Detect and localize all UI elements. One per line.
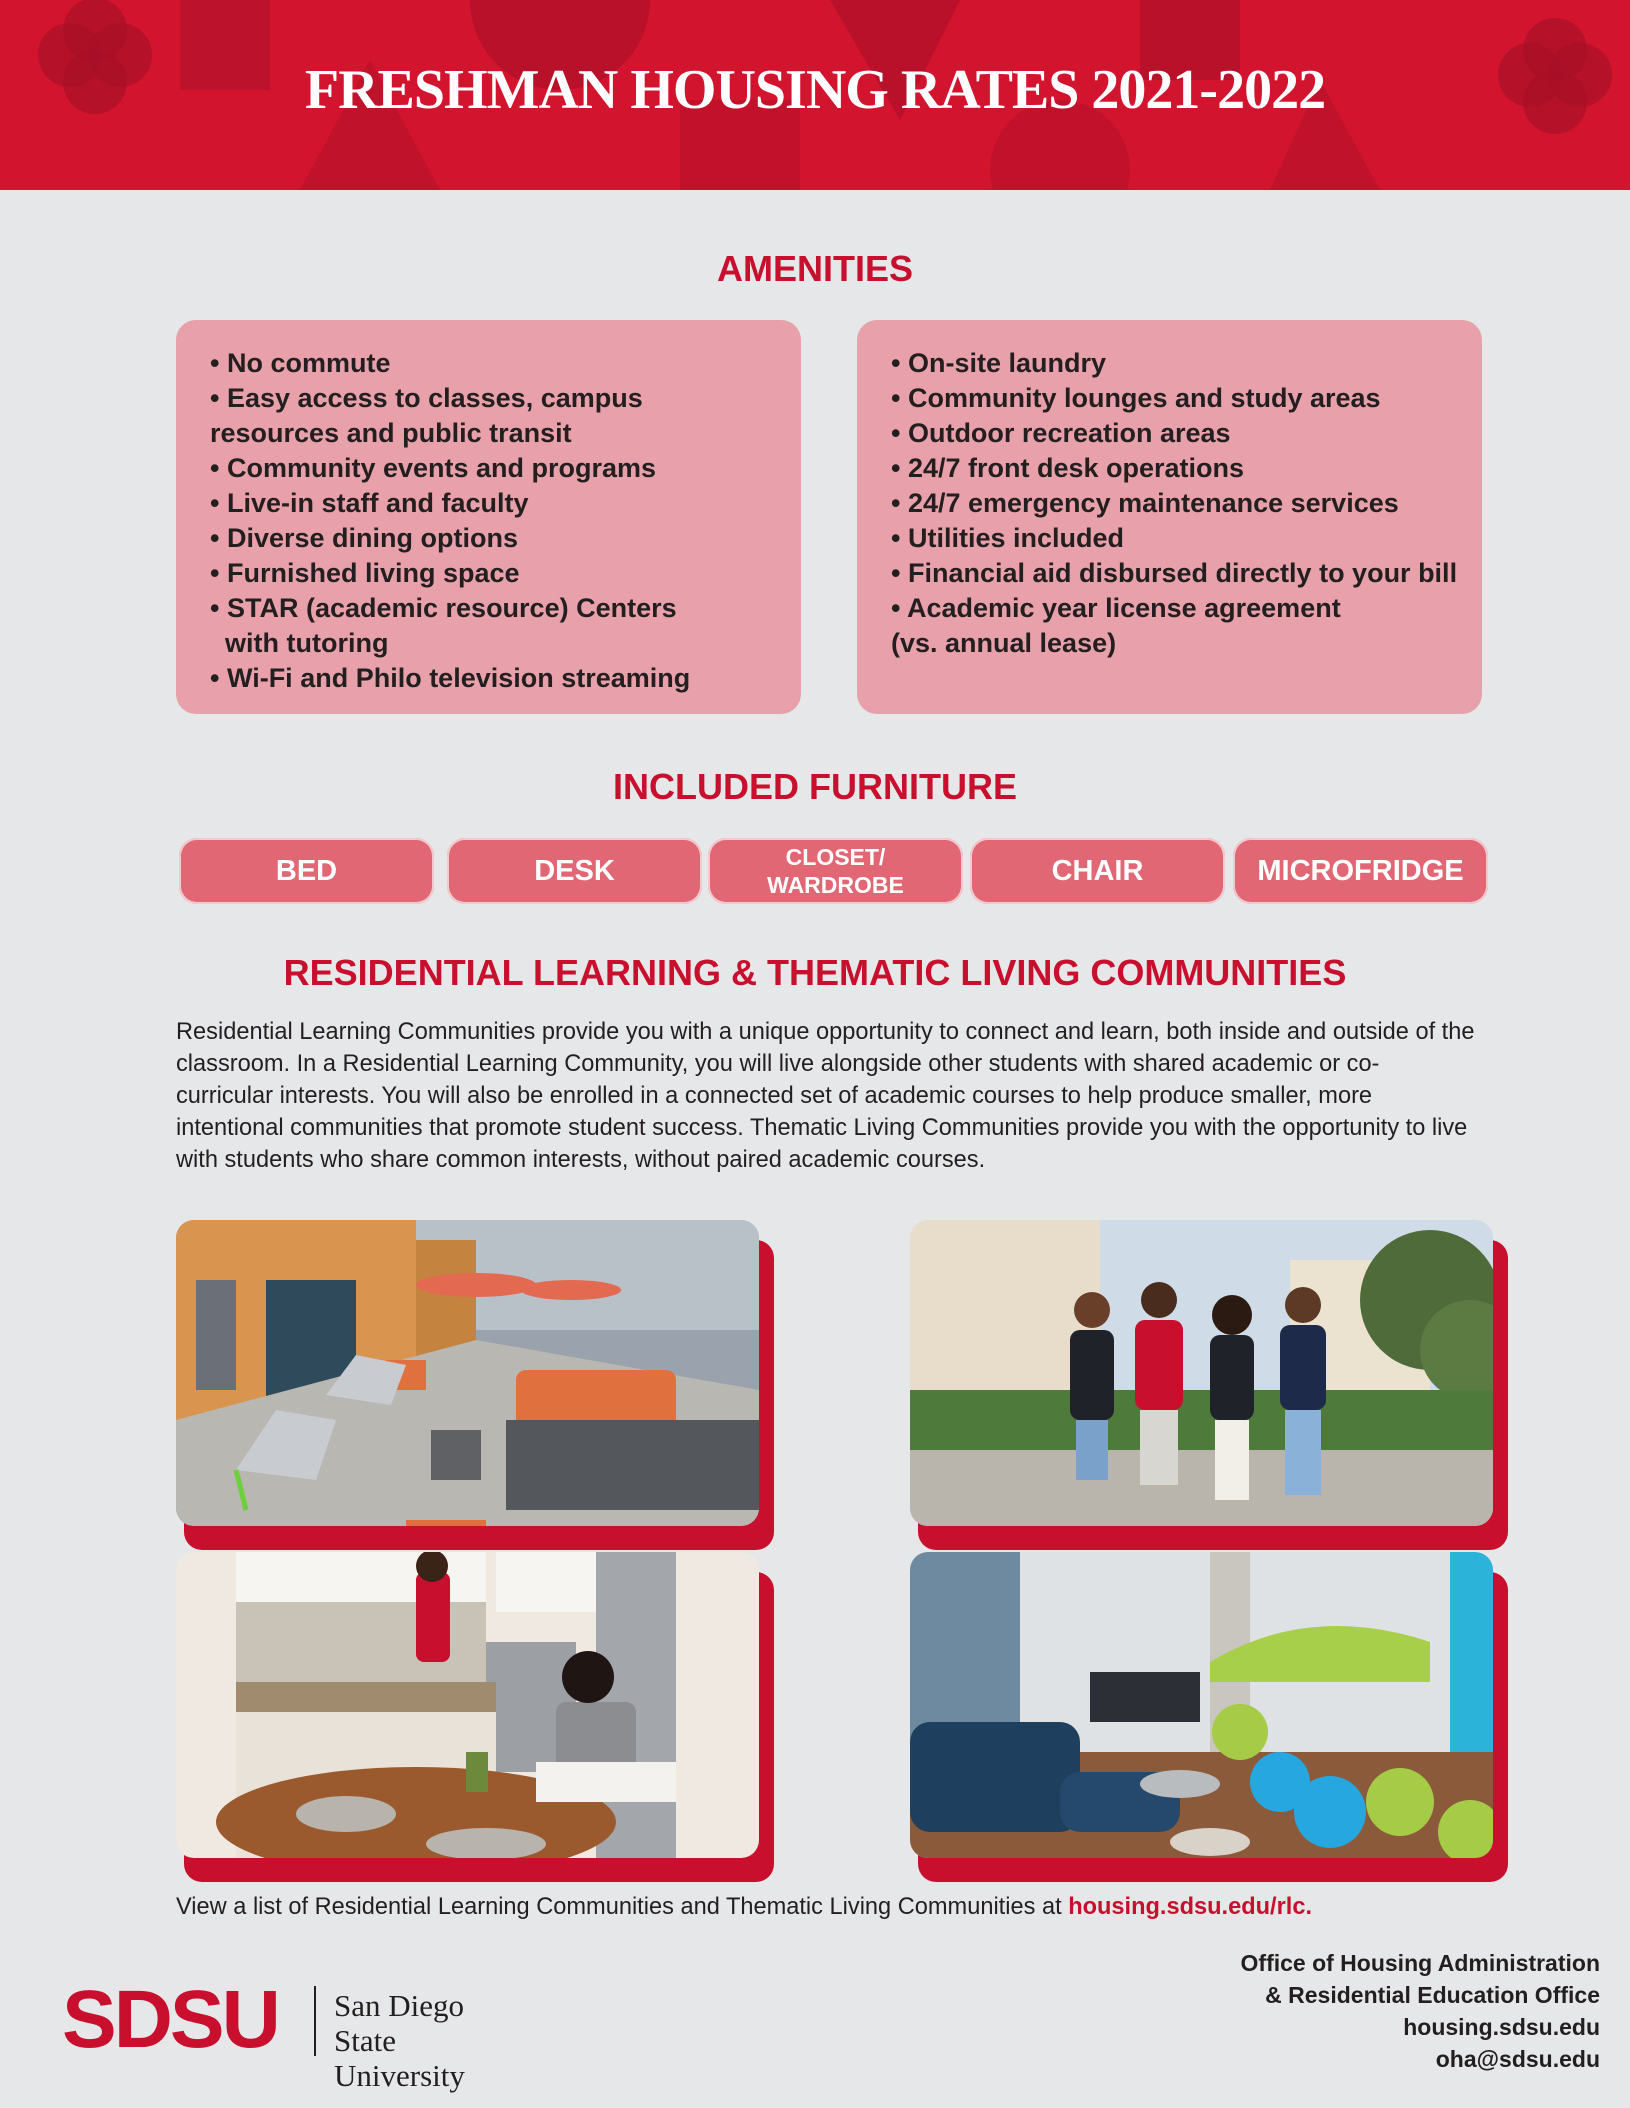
rlc-link-line [176, 1894, 1312, 1921]
amenity-item: • Academic year license agreement [891, 593, 1341, 623]
lounge-image [910, 1552, 1493, 1858]
furniture-heading: INCLUDED FURNITURE [613, 766, 1017, 807]
amenity-item: • Easy access to classes, campus [210, 383, 643, 413]
communities-description: Residential Learning Communities provide you with a unique opportunity to connect and learn, both inside and outside of the classroom. In a Residential Learning Community, you will live alongside other students with shared academic or co-curricular interests. You will also be enrolled in a connected set of academic courses to help produce smaller, more intentional communities that promote student success. Thematic Living Communities provide you with the opportunity to live with students who share common interests, without paired academic courses. [176, 1019, 1475, 1173]
amenity-item: • Outdoor recreation areas [891, 418, 1231, 448]
office-name-line1: Office of Housing Administration [1240, 1950, 1600, 1976]
amenity-item: • Diverse dining options [210, 523, 518, 553]
amenity-item: (vs. annual lease) [891, 628, 1117, 658]
amenity-item: • 24/7 emergency maintenance services [891, 488, 1399, 518]
logo-wordmark: SDSU [62, 1974, 278, 2065]
university-name [334, 1988, 465, 2093]
rlc-link-prefix: View a list of Residential Learning Communities and Thematic Living Communities at [176, 1894, 1069, 1920]
amenity-item: • 24/7 front desk operations [891, 453, 1245, 483]
photo-patio [176, 1220, 766, 1530]
photo-kitchen [176, 1552, 766, 1862]
amenity-item: • On-site laundry [891, 348, 1106, 378]
kitchen-image [176, 1552, 759, 1858]
office-name-line2: & Residential Education Office [1265, 1982, 1600, 2008]
amenity-item: • Wi-Fi and Philo television streaming [210, 663, 691, 693]
furniture-closet: CLOSET/ WARDROBE [708, 838, 963, 904]
amenity-item: • STAR (academic resource) Centers [210, 593, 677, 623]
amenities-heading: AMENITIES [716, 248, 913, 289]
students-image [910, 1220, 1493, 1526]
amenity-item: • Financial aid disbursed directly to your bill [891, 558, 1458, 588]
university-name-line1: San Diego State [334, 1988, 465, 2058]
furniture-chair: CHAIR [970, 838, 1225, 904]
amenity-item: with tutoring [210, 628, 389, 658]
contact-block [1241, 1947, 1600, 2075]
amenity-item: • No commute [210, 348, 391, 378]
header-banner [0, 0, 1630, 190]
website-link[interactable]: housing.sdsu.edu [1403, 2014, 1600, 2040]
amenity-item: • Furnished living space [210, 558, 520, 588]
amenity-item: • Community lounges and study areas [891, 383, 1381, 413]
furniture-bed: BED [179, 838, 434, 904]
amenity-item: • Live-in staff and faculty [210, 488, 529, 518]
university-name-line2: University [334, 2058, 465, 2093]
furniture-microfridge: MICROFRIDGE [1233, 838, 1488, 904]
communities-heading: RESIDENTIAL LEARNING & THEMATIC LIVING COMMUNITIES [283, 952, 1347, 993]
logo-divider [314, 1986, 316, 2056]
email-link[interactable]: oha@sdsu.edu [1435, 2046, 1600, 2072]
page-title: FRESHMAN HOUSING RATES 2021-2022 [304, 59, 1326, 121]
amenities-left-box [176, 320, 801, 714]
amenity-item: • Community events and programs [210, 453, 657, 483]
amenities-right-box [857, 320, 1482, 714]
amenity-item: resources and public transit [210, 418, 572, 448]
patio-image [176, 1220, 759, 1526]
amenity-item: • Utilities included [891, 523, 1124, 553]
photo-students-walking [910, 1220, 1500, 1530]
furniture-desk: DESK [447, 838, 702, 904]
photo-lounge [910, 1552, 1500, 1862]
rlc-link[interactable]: housing.sdsu.edu/rlc. [1068, 1894, 1313, 1920]
